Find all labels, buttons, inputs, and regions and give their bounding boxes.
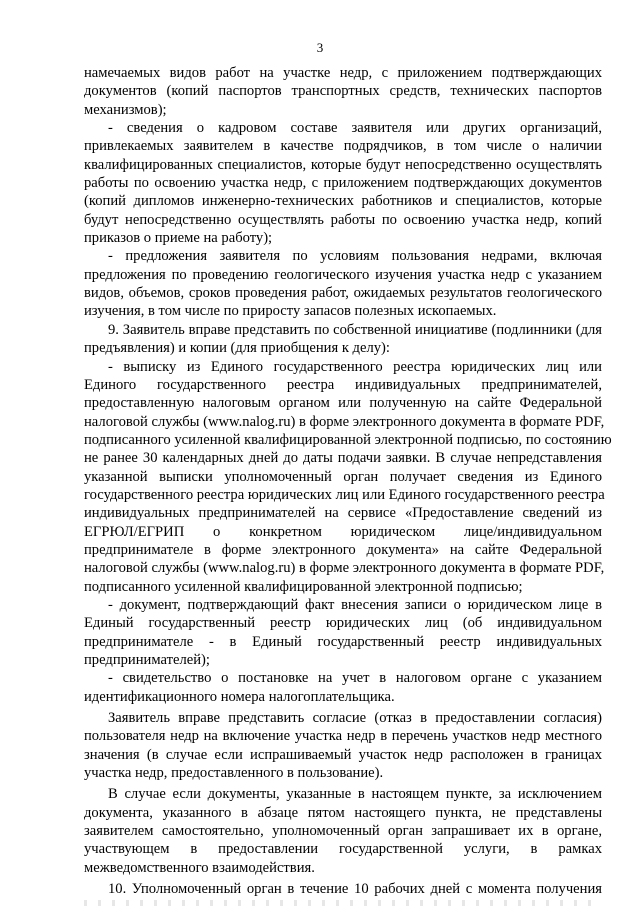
text-line: государственного реестра юридических лиц или Единого государственного реестра xyxy=(84,486,605,503)
text-line: идентификационного номера налогоплательщика. xyxy=(84,688,395,705)
page-number: 3 xyxy=(316,40,324,55)
document-body xyxy=(84,64,612,898)
text-line: межведомственного взаимодействия. xyxy=(84,859,315,876)
text-line: предъявления) и копии (для приобщения к делу): xyxy=(84,340,390,357)
text-line: - сведения о кадровом составе заявителя или других организаций, xyxy=(108,120,602,137)
text-line: механизмов); xyxy=(84,101,167,118)
text-line: будут непосредственно осуществлять работы по освоению участка недр, копий xyxy=(84,211,602,228)
text-line: документа, указанного в абзаце пятом настоящего пункта, не представлены xyxy=(84,804,602,821)
text-line: 9. Заявитель вправе представить по собственной инициативе (подлинники (для xyxy=(108,321,602,338)
next-line-fragment xyxy=(84,900,602,906)
text-line: предпринимателей); xyxy=(84,652,210,668)
text-line: участвующем в предоставлении государственной услуги, в рамках xyxy=(84,841,602,858)
text-line: Единый государственный реестр юридических лиц (об индивидуальном xyxy=(84,615,602,632)
text-line: предоставленную налоговым органом или полученную на сайте Федеральной xyxy=(84,395,602,412)
text-line: предпринимателе - в Единый государственный реестр индивидуальных xyxy=(84,633,602,650)
text-line: индивидуальных предпринимателей на сервисе «Предоставление сведений из xyxy=(84,505,602,522)
text-line: (копий дипломов инженерно-технических работников и специалистов, которые xyxy=(84,193,602,210)
text-line: налоговой службы (www.nalog.ru) в форме электронного документа в формате PDF, xyxy=(84,560,605,577)
text-line: подписанного усиленной квалифицированной электронной подписью; xyxy=(84,578,523,595)
text-line: Единого государственного реестра индивидуальных предпринимателей, xyxy=(84,376,602,393)
text-line: 10. Уполномоченный орган в течение 10 рабочих дней с момента получения xyxy=(108,881,602,898)
text-line: квалифицированных специалистов, которые будут непосредственно осуществлять xyxy=(84,156,602,173)
text-line: ЕГРЮЛ/ЕГРИП о конкретном юридическом лице/индивидуальном xyxy=(84,523,602,540)
text-line: - выписку из Единого государственного реестра юридических лиц или xyxy=(108,358,602,375)
text-line: - предложения заявителя по условиям пользования недрами, включая xyxy=(108,248,602,265)
text-line: пользователя недр на включение участка недр в перечень участков недр местного xyxy=(84,728,602,745)
text-line: участка недр, предоставленного в пользование). xyxy=(84,765,384,782)
text-line: не ранее 30 календарных дней до даты подачи заявки. В случае непредставления xyxy=(84,450,602,467)
text-line: - свидетельство о постановке на учет в налоговом органе с указанием xyxy=(108,670,602,687)
text-line: документов (копий паспортов транспортных средств, технических паспортов xyxy=(84,83,602,100)
text-line: значения (в случае если испрашиваемый участок недр расположен в границах xyxy=(84,746,602,763)
text-line: приказов о приеме на работу); xyxy=(84,230,273,247)
text-line: - документ, подтверждающий факт внесения записи о юридическом лице в xyxy=(108,596,602,613)
text-line: изучения, в том числе по приросту запасов полезных ископаемых. xyxy=(84,303,497,320)
text-line: работы по освоению участка недр, с приложением подтверждающих документов xyxy=(84,175,602,192)
text-line: намечаемых видов работ на участке недр, с приложением подтверждающих xyxy=(84,65,602,81)
text-line: Заявитель вправе представить согласие (отказ в предоставлении согласия) xyxy=(108,710,602,727)
text-line: заявителем самостоятельно, уполномоченный орган запрашивает их в органе, xyxy=(84,823,602,840)
text-line: предпринимателе в форме электронного документа» на сайте Федеральной xyxy=(84,541,602,558)
text-line: подписанного усиленной квалифицированной электронной подписью, по состоянию xyxy=(84,431,612,448)
text-line: указанной выписки уполномоченный орган получает сведения из Единого xyxy=(84,468,602,485)
text-line: привлекаемых заявителем в качестве подрядчиков, в том числе о наличии xyxy=(84,138,602,155)
text-line: В случае если документы, указанные в настоящем пункте, за исключением xyxy=(108,786,602,803)
text-line: видов, объемов, сроков проведения работ, ожидаемых результатов геологического xyxy=(84,285,602,302)
text-line: предложения по проведению геологического изучения участка недр с указанием xyxy=(84,266,602,283)
text-line: налоговой службы (www.nalog.ru) в форме электронного документа в формате PDF, xyxy=(84,413,605,430)
